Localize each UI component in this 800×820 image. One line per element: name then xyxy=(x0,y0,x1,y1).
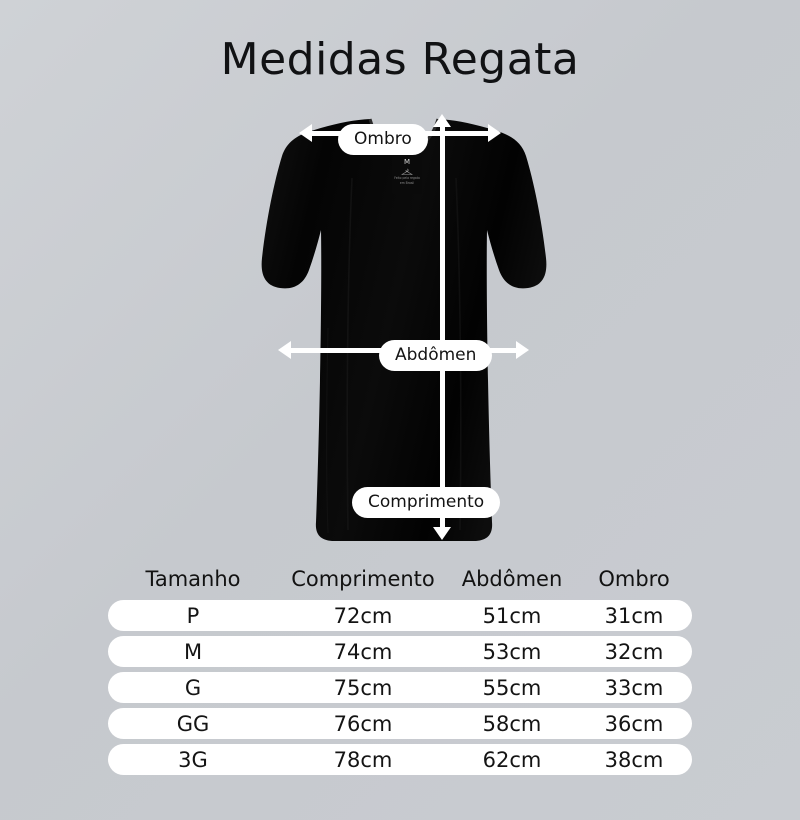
table-row xyxy=(108,672,692,703)
abdomen-arrow-right xyxy=(516,341,529,359)
cell-ombro: 38cm xyxy=(604,747,664,772)
comprimento-arrow-down xyxy=(433,527,451,540)
neck-label xyxy=(392,156,422,194)
comprimento-label: Comprimento xyxy=(352,487,500,518)
ombro-arrow-right xyxy=(488,124,501,142)
cell-tamanho: M xyxy=(183,639,203,664)
cell-ombro: 36cm xyxy=(604,711,664,736)
cell-abdomen: 55cm xyxy=(482,675,542,700)
header-tamanho: Tamanho xyxy=(145,567,241,591)
abdomen-arrow-left xyxy=(278,341,291,359)
ombro-label: Ombro xyxy=(338,124,428,155)
header-comprimento: Comprimento xyxy=(291,567,435,591)
cell-abdomen: 53cm xyxy=(482,639,542,664)
cell-ombro: 32cm xyxy=(604,639,664,664)
header-ombro: Ombro xyxy=(598,567,670,591)
header-abdomen: Abdômen xyxy=(461,567,563,591)
table-header-row xyxy=(108,564,692,594)
ombro-arrow-left xyxy=(299,124,312,142)
cell-tamanho: G xyxy=(184,675,202,700)
cell-comprimento: 76cm xyxy=(333,711,393,736)
neck-label-line2: em Brasil xyxy=(399,180,415,185)
comprimento-line xyxy=(440,126,445,529)
size-table xyxy=(108,564,692,780)
cell-ombro: 33cm xyxy=(604,675,664,700)
cell-comprimento: 78cm xyxy=(333,747,393,772)
cell-ombro: 31cm xyxy=(604,603,664,628)
neck-label-line1: Feito pela regata xyxy=(394,176,420,181)
cell-tamanho: GG xyxy=(176,711,210,736)
garment-illustration xyxy=(256,118,552,548)
cell-comprimento: 72cm xyxy=(333,603,393,628)
cell-abdomen: 58cm xyxy=(482,711,542,736)
page-title: Medidas Regata xyxy=(220,34,580,85)
cell-comprimento: 75cm xyxy=(333,675,393,700)
cell-tamanho: P xyxy=(186,603,200,628)
cell-abdomen: 51cm xyxy=(482,603,542,628)
neck-label-size: M xyxy=(403,158,411,166)
table-row xyxy=(108,600,692,631)
table-row xyxy=(108,708,692,739)
cell-abdomen: 62cm xyxy=(482,747,542,772)
table-row xyxy=(108,636,692,667)
cell-tamanho: 3G xyxy=(178,747,208,772)
abdomen-label: Abdômen xyxy=(379,340,492,371)
comprimento-arrow-up xyxy=(433,114,451,127)
table-row xyxy=(108,744,692,775)
cell-comprimento: 74cm xyxy=(333,639,393,664)
